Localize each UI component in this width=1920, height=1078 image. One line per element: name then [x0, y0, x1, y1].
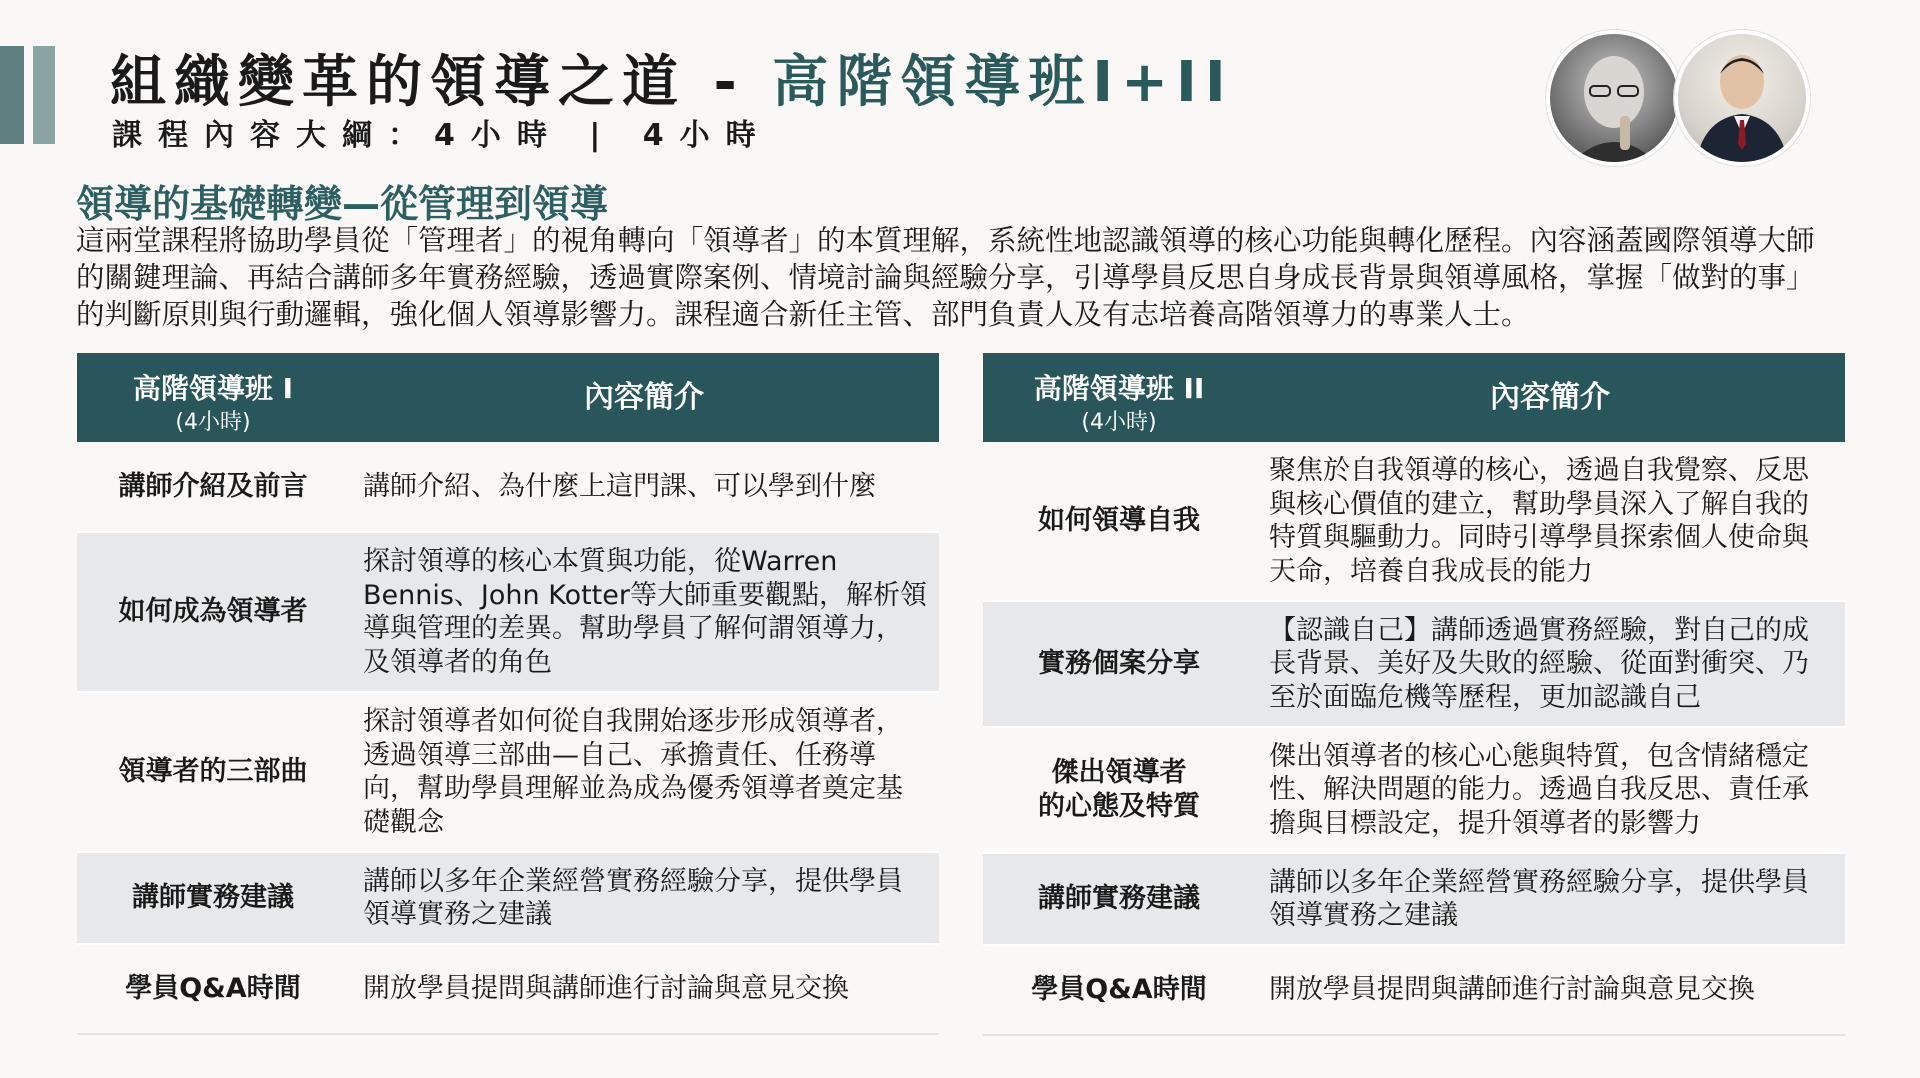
- panel-course-title: 高階領導班 I: [132, 372, 294, 405]
- row-description: 講師以多年企業經營實務經驗分享，提供學員領導實務之建議: [1269, 866, 1809, 931]
- table-row: [77, 533, 939, 693]
- course-panel-1: [77, 353, 939, 1035]
- row-label: 學員Q&A時間: [1031, 974, 1207, 1005]
- row-description: 講師以多年企業經營實務經驗分享，提供學員領導實務之建議: [363, 865, 903, 930]
- panel-header: [77, 353, 939, 442]
- row-label: 如何領導自我: [1038, 505, 1200, 536]
- table-row: [983, 602, 1845, 728]
- course-panel-2: [983, 353, 1845, 1036]
- row-label: 領導者的三部曲: [118, 756, 308, 787]
- instructor-photo-2: [1674, 30, 1810, 166]
- panel-course-title: 高階領導班 II: [1033, 372, 1205, 405]
- table-row: [983, 728, 1845, 854]
- page-title: [110, 38, 1234, 118]
- row-label: 傑出領導者 的心態及特質: [1038, 757, 1200, 822]
- row-label: 講師實務建議: [132, 882, 294, 913]
- row-label: 如何成為領導者: [118, 596, 308, 627]
- row-label: 實務個案分享: [1038, 648, 1200, 679]
- table-row: [77, 853, 939, 945]
- row-description: 【認識自己】講師透過實務經驗，對自己的成長背景、美好及失敗的經驗、從面對衝突、乃至於面臨危機等歷程，更加認識自己: [1269, 614, 1809, 713]
- row-label: 講師實務建議: [1038, 883, 1200, 914]
- row-label: 講師介紹及前言: [118, 470, 308, 502]
- section-heading: 領導的基礎轉變—從管理到領導: [76, 182, 609, 226]
- row-description: 探討領導者如何從自我開始逐步形成領導者，透過領導三部曲—自己、承擔責任、任務導向，幫助學員理解並為成為優秀領導者奠定基礎觀念: [363, 706, 903, 838]
- panel-content-header: 內容簡介: [584, 380, 704, 415]
- page-title-main: 組織變革的領導之道 -: [110, 50, 773, 115]
- table-row: [983, 854, 1845, 946]
- page-title-accent: 高階領導班I+II: [772, 50, 1234, 115]
- row-description: 開放學員提問與講師進行討論與意見交換: [363, 973, 849, 1005]
- page-subtitle: 課程內容大綱：4小時 | 4小時: [112, 118, 772, 153]
- row-description: 開放學員提問與講師進行討論與意見交換: [1269, 974, 1755, 1006]
- intro-paragraph: 這兩堂課程將協助學員從「管理者」的視角轉向「領導者」的本質理解，系統性地認識領導的核心功能與轉化歷程。內容涵蓋國際領導大師的關鍵理論、再結合講師多年實務經驗，透過實際案例、情境討論與經驗分享，引導學員反思自身成長背景與領導風格，掌握「做對的事」的判斷原則與行動邏輯，強化個人領導影響力。課程適合新任主管、部門負責人及有志培養高階領導力的專業人士。: [76, 224, 1815, 331]
- table-row: [983, 442, 1845, 602]
- row-description: 聚焦於自我領導的核心，透過自我覺察、反思與核心價值的建立，幫助學員深入了解自我的特質與驅動力。同時引導學員探索個人使命與天命，培養自我成長的能力: [1269, 455, 1809, 587]
- table-row: [77, 945, 939, 1035]
- row-label: 學員Q&A時間: [125, 973, 301, 1004]
- panel-header: [983, 353, 1845, 442]
- table-row: [77, 442, 939, 533]
- row-description: 傑出領導者的核心心態與特質，包含情緒穩定性、解決問題的能力。透過自我反思、責任承擔與目標設定，提升領導者的影響力: [1269, 740, 1809, 839]
- panel-course-hours: (4小時): [1081, 410, 1157, 435]
- instructor-photo-1: [1546, 30, 1682, 166]
- table-row: [983, 946, 1845, 1036]
- panel-content-header: 內容簡介: [1490, 380, 1610, 415]
- table-row: [77, 693, 939, 853]
- accent-bar-secondary: [33, 46, 55, 144]
- row-description: 講師介紹、為什麼上這門課、可以學到什麼: [363, 470, 876, 502]
- row-description: 探討領導的核心本質與功能，從Warren Bennis、John Kotter等大師重要觀點，解析領導與管理的差異。幫助學員了解何謂領導力，及領導者的角色: [363, 546, 927, 678]
- accent-bar: [0, 46, 24, 144]
- panel-course-hours: (4小時): [175, 410, 251, 435]
